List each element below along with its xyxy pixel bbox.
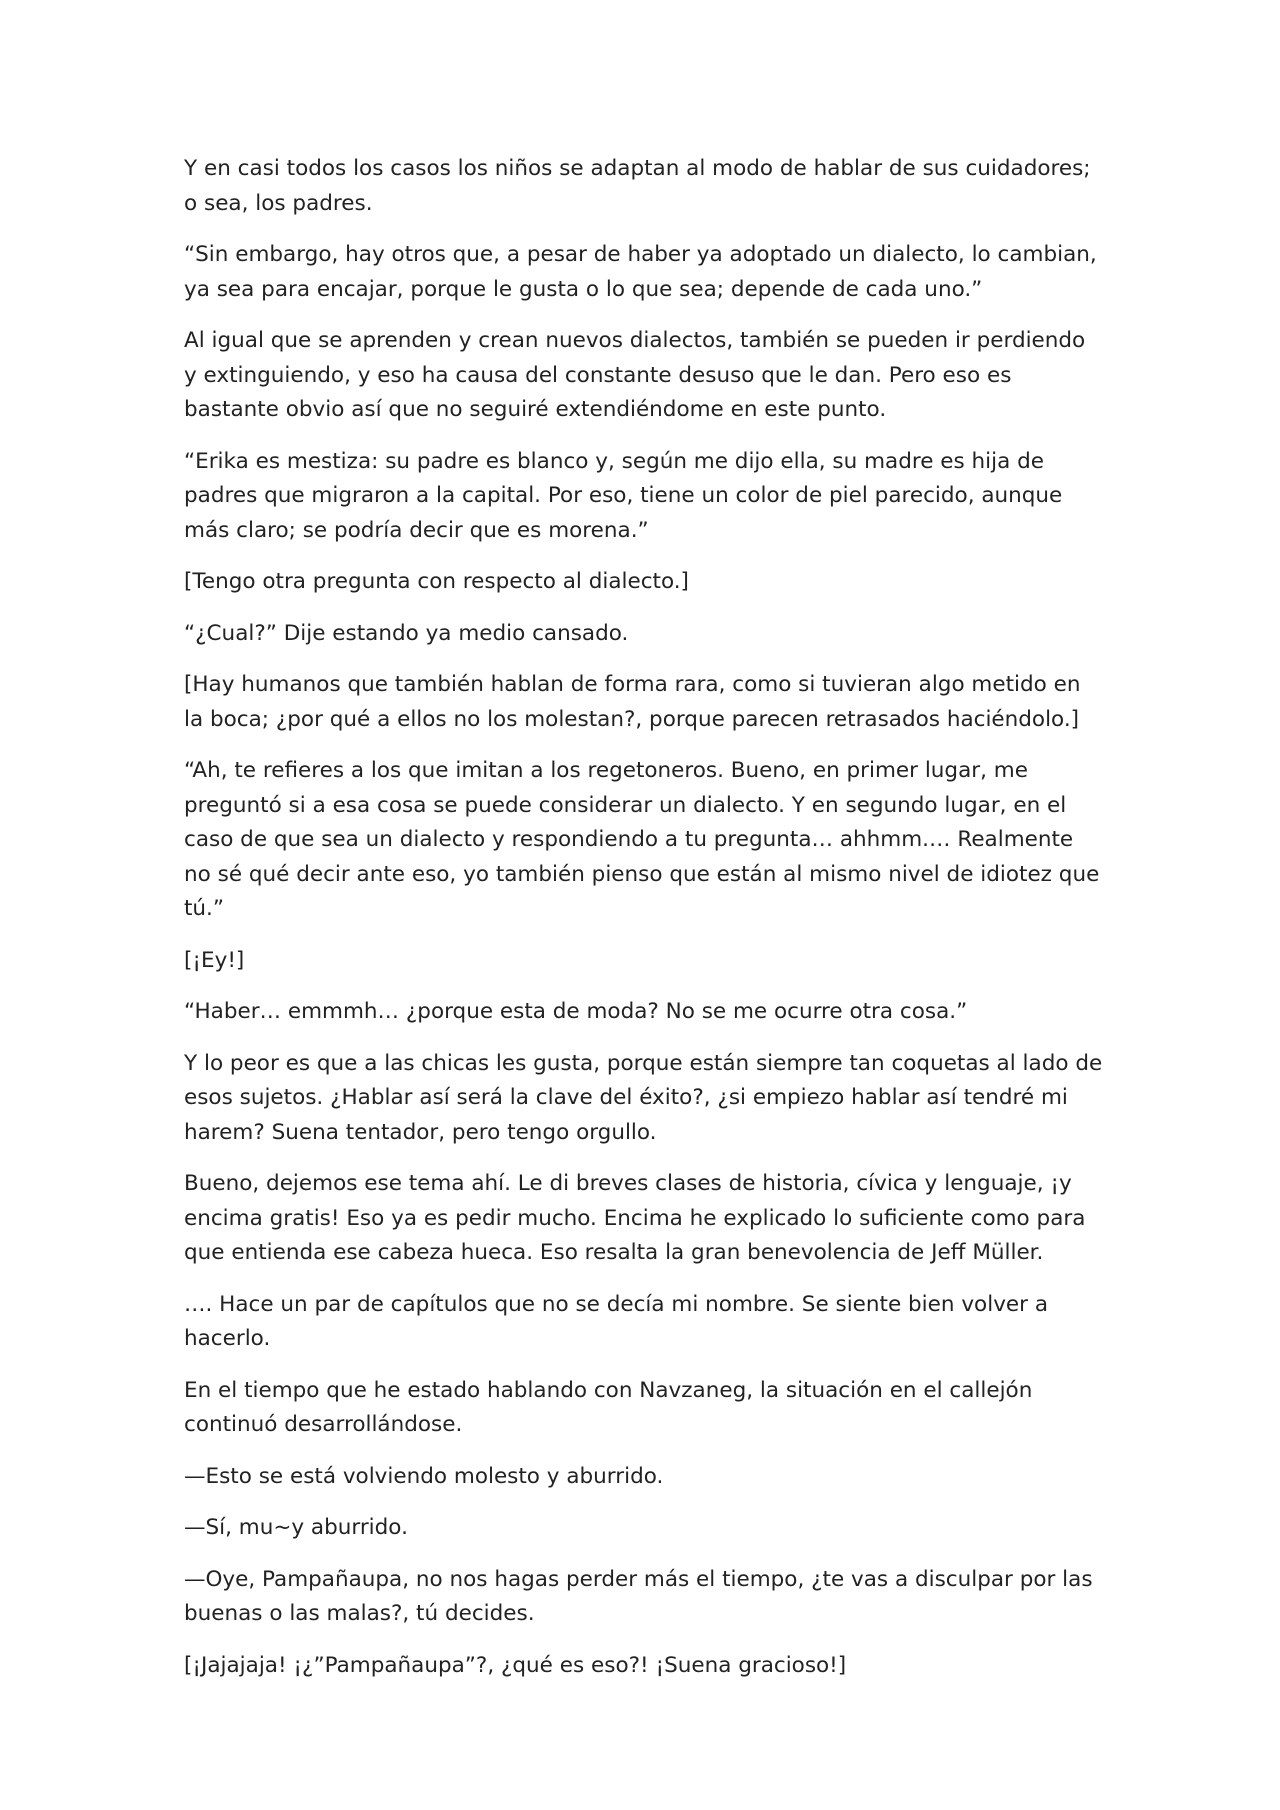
paragraph: Al igual que se aprenden y crean nuevos dialectos, también se pueden ir perdiendo y extinguiendo, y eso ha causa del constante desuso que le dan. Pero eso es bastante obvio así que no seguiré extendiéndome en este punto.: [184, 328, 1086, 422]
paragraph: —Sí, mu~y aburrido.: [184, 1515, 408, 1540]
paragraph: —Oye, Pampañaupa, no nos hagas perder más el tiempo, ¿te vas a disculpar por las buenas o las malas?, tú decides.: [184, 1566, 1093, 1626]
paragraph: “Erika es mestiza: su padre es blanco y, según me dijo ella, su madre es hija de padres que migraron a la capital. Por eso, tiene un color de piel parecido, aunque más claro; se podría decir que es morena.”: [184, 448, 1063, 543]
paragraph: Y lo peor es que a las chicas les gusta, porque están siempre tan coquetas al lado de esos sujetos. ¿Hablar así será la clave del éxito?, ¿si empiezo hablar así tendré mi harem? Suena tentador, pero tengo orgullo.: [184, 1050, 1103, 1145]
paragraph: “Sin embargo, hay otros que, a pesar de haber ya adoptado un dialecto, lo cambian, ya sea para encajar, porque le gusta o lo que sea; depende de cada uno.”: [184, 242, 1097, 302]
paragraph: “¿Cual?” Dije estando ya medio cansado.: [184, 620, 629, 646]
paragraph: [¡Jajajaja! ¡¿”Pampañaupa”?, ¿qué es eso?! ¡Suena gracioso!]: [184, 1652, 847, 1678]
paragraph: Y en casi todos los casos los niños se adaptan al modo de hablar de sus cuidadores; o sea, los padres.: [184, 156, 1091, 216]
paragraph: Bueno, dejemos ese tema ahí. Le di breves clases de historia, cívica y lenguaje, ¡y encima gratis! Eso ya es pedir mucho. Encima he explicado lo suficiente como para que entienda ese cabeza hueca. Eso resalta la gran benevolencia de Jeff Müller.: [184, 1171, 1086, 1265]
paragraph: …. Hace un par de capítulos que no se decía mi nombre. Se siente bien volver a hacerlo.: [184, 1291, 1048, 1351]
paragraph: —Esto se está volviendo molesto y aburrido.: [184, 1463, 664, 1489]
paragraph: [Hay humanos que también hablan de forma rara, como si tuvieran algo metido en la boca; ¿por qué a ellos no los molestan?, porque parecen retrasados haciéndolo.]: [184, 672, 1081, 732]
paragraph: En el tiempo que he estado hablando con Navzaneg, la situación en el callejón continuó desarrollándose.: [184, 1377, 1033, 1437]
paragraph: “Haber… emmmh… ¿porque esta de moda? No se me ocurre otra cosa.”: [184, 999, 968, 1024]
paragraph: [Tengo otra pregunta con respecto al dialecto.]: [184, 569, 689, 594]
paragraph: “Ah, te refieres a los que imitan a los regetoneros. Bueno, en primer lugar, me preguntó si a esa cosa se puede considerar un dialecto. Y en segundo lugar, en el caso de que sea un dialecto y respondiendo a tu pregunta… ahhmm.… Realmente no sé qué decir ante eso, yo también pienso que están al mismo nivel de idiotez que tú.”: [184, 758, 1100, 921]
paragraph: [¡Ey!]: [184, 947, 245, 973]
body-text: [184, 152, 1104, 1700]
